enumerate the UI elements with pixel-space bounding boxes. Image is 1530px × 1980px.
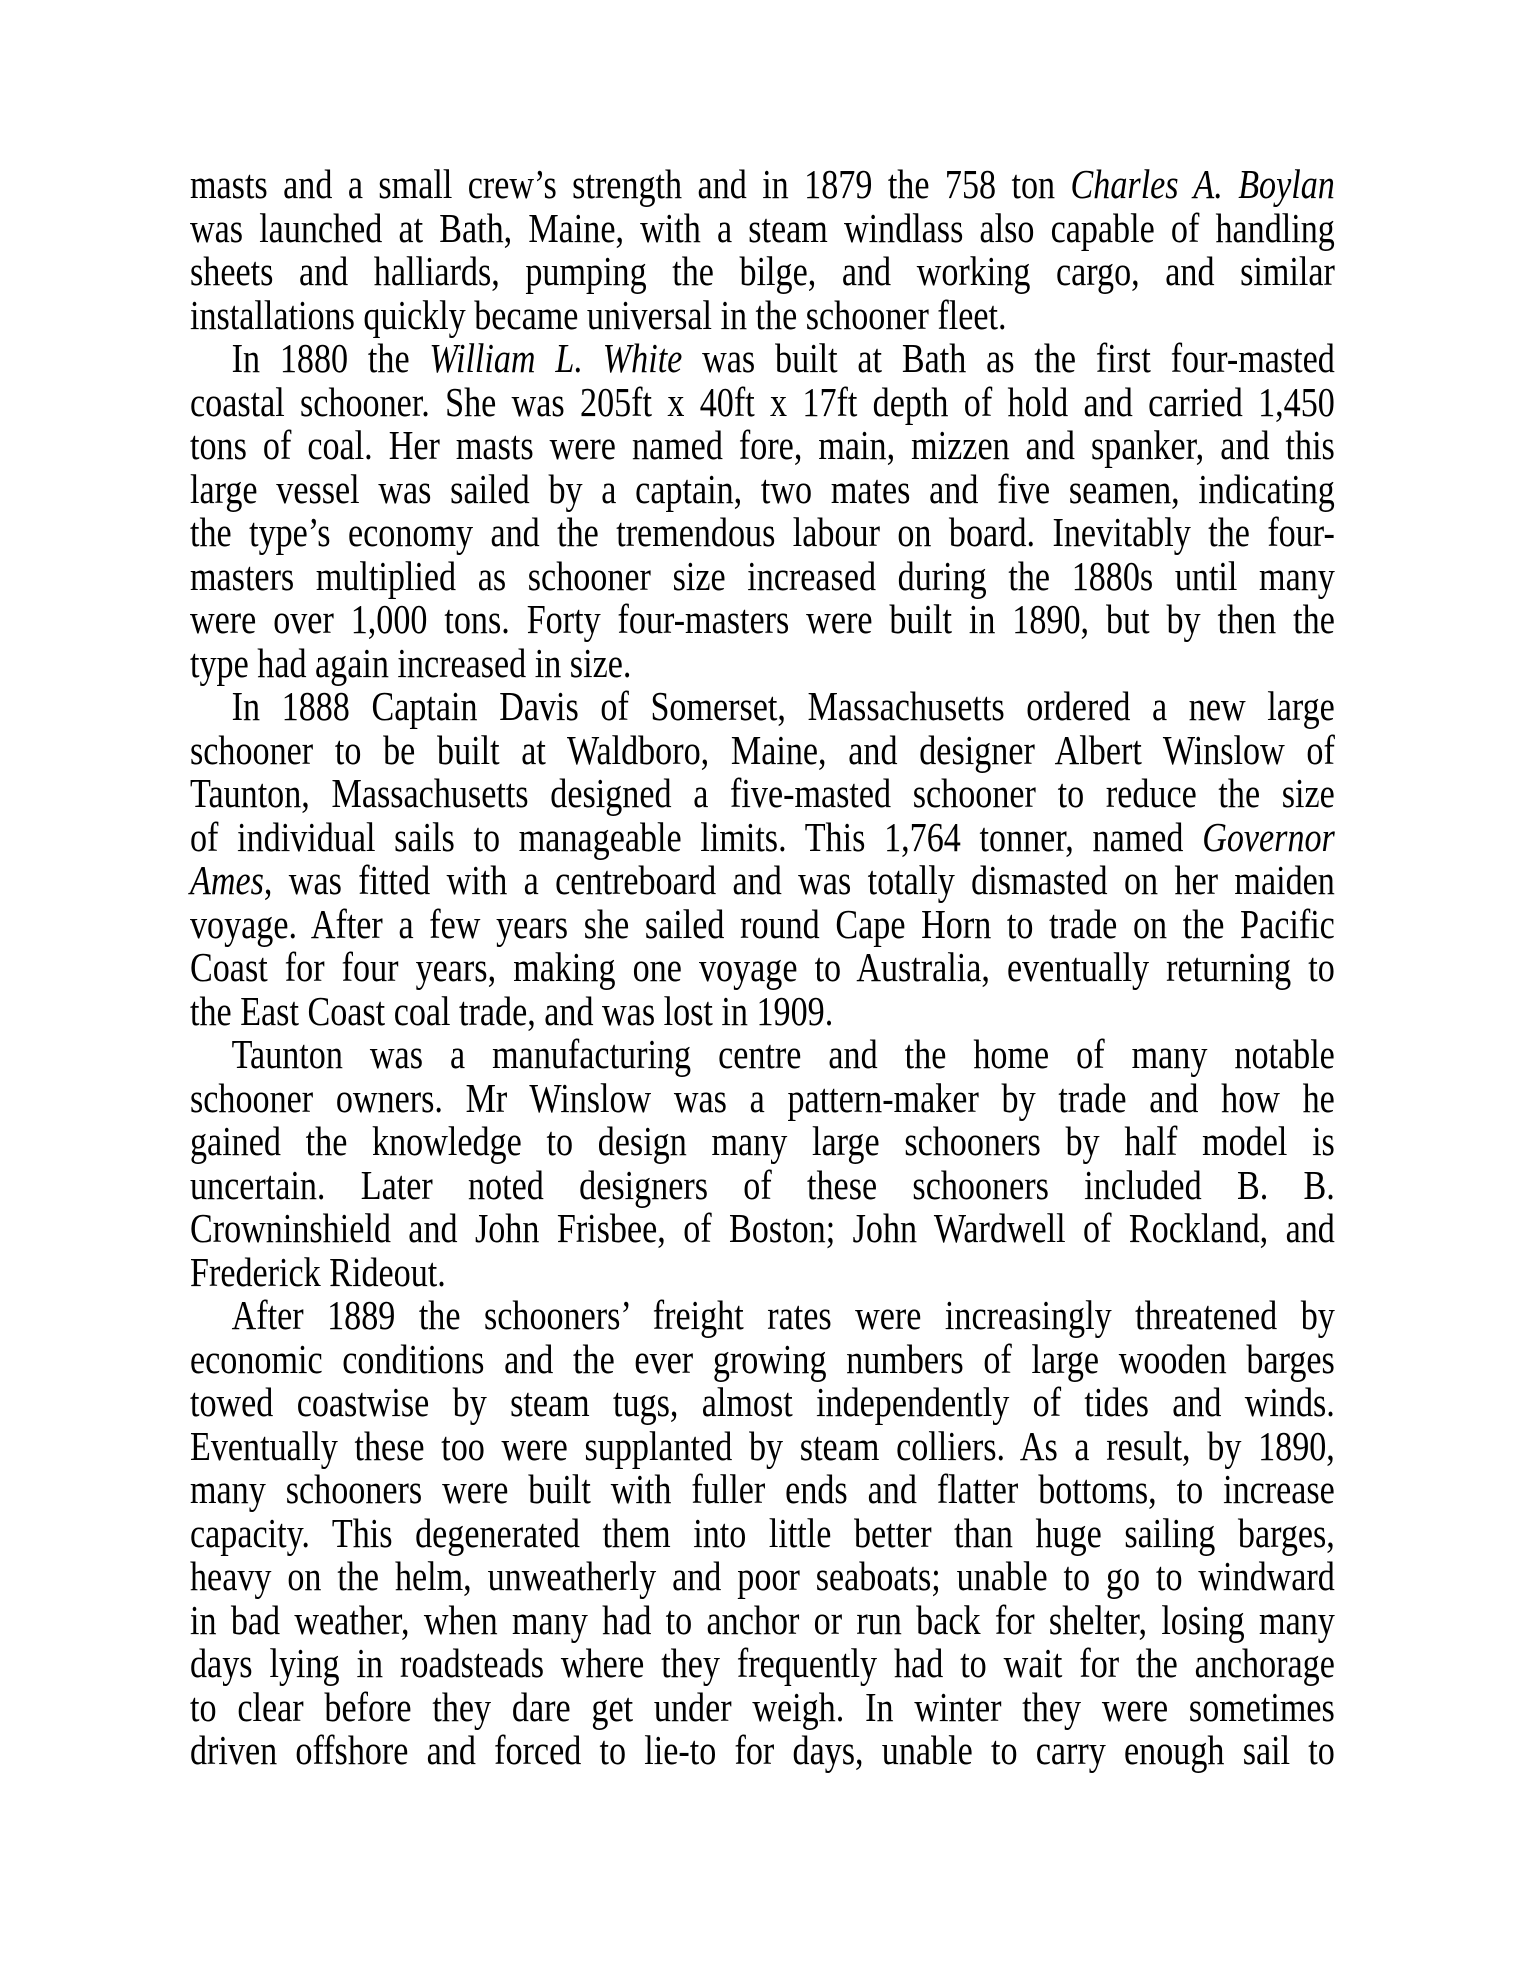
text-segment: schooner to be built at Waldboro, Maine, and designer Albert Winslow of — [190, 726, 1335, 773]
text-block — [190, 163, 1335, 1773]
text-line — [190, 1120, 1335, 1164]
text-segment: was launched at Bath, Maine, with a steam windlass also capable of handling — [190, 204, 1335, 251]
text-line — [190, 1033, 1335, 1077]
text-line — [190, 1596, 1335, 1643]
text-segment: schooner owners. Mr Winslow was a pattern-maker by trade and how he — [190, 1074, 1335, 1121]
paragraph — [190, 337, 1335, 685]
text-line — [190, 163, 1335, 207]
text-line — [190, 511, 1335, 555]
text-segment: to clear before they dare get under weigh. In winter they were sometimes — [190, 1683, 1335, 1730]
text-line — [190, 337, 1335, 381]
text-line — [190, 726, 1335, 773]
italic-text-segment: Ames — [190, 857, 264, 903]
text-segment: large vessel was sailed by a captain, two mates and five seamen, indicating — [190, 465, 1335, 512]
paragraph — [190, 685, 1335, 1033]
paragraph — [190, 1294, 1335, 1773]
text-segment: Taunton was a manufacturing centre and the home of many notable — [231, 1031, 1335, 1077]
text-line — [190, 465, 1335, 512]
text-line — [190, 1335, 1335, 1382]
text-line — [190, 552, 1335, 599]
text-segment: days lying in roadsteads where they frequently had to wait for the anchorage — [190, 1640, 1335, 1686]
text-segment: gained the knowledge to design many large schooners by half model is — [190, 1118, 1335, 1164]
text-line — [190, 859, 1335, 903]
text-segment: driven offshore and forced to lie-to for days, unable to carry enough sail to — [190, 1727, 1335, 1773]
text-line — [190, 813, 1335, 860]
text-segment: uncertain. Later noted designers of these schooners included B. B. — [190, 1161, 1335, 1208]
text-line — [190, 1161, 1335, 1208]
text-segment: Coast for four years, making one voyage to Australia, eventually returning to — [190, 944, 1335, 990]
text-line — [190, 772, 1335, 816]
text-line — [190, 1207, 1335, 1251]
text-segment: capacity. This degenerated them into little better than huge sailing barges, — [190, 1509, 1335, 1556]
text-segment: masts and a small crew’s strength and in 1879 the 758 ton — [190, 161, 1071, 207]
text-segment: many schooners were built with fuller ends and flatter bottoms, to increase — [190, 1466, 1335, 1512]
text-segment: In 1888 Captain Davis of Somerset, Massachusetts ordered a new large — [231, 683, 1335, 729]
text-segment: were over 1,000 tons. Forty four-masters were built in 1890, but by then the — [190, 596, 1335, 642]
text-segment: towed coastwise by steam tugs, almost independently of tides and winds. — [190, 1379, 1335, 1425]
text-segment: Taunton, Massachusetts designed a five-masted schooner to reduce the size — [190, 770, 1335, 816]
text-segment: Frederick Rideout. — [190, 1248, 446, 1295]
text-line — [190, 1729, 1335, 1773]
text-segment: economic conditions and the ever growing numbers of large wooden barges — [190, 1335, 1335, 1382]
text-line — [190, 639, 1335, 686]
text-line — [190, 250, 1335, 294]
text-segment: of individual sails to manageable limits. This 1,764 tonner, named — [190, 813, 1203, 860]
text-segment: coastal schooner. She was 205ft x 40ft x 17ft depth of hold and carried 1,450 — [190, 378, 1335, 425]
text-line — [190, 1294, 1335, 1338]
text-line — [190, 1509, 1335, 1556]
text-line — [190, 598, 1335, 642]
text-line — [190, 1642, 1335, 1686]
text-segment: , was fitted with a centreboard and was totally dismasted on her maiden — [263, 857, 1335, 903]
text-line — [190, 424, 1335, 468]
italic-text-segment: William L. White — [429, 335, 683, 381]
text-segment: tons of coal. Her masts were named fore, main, mizzen and spanker, and this — [190, 422, 1335, 468]
text-line — [190, 1422, 1335, 1469]
text-line — [190, 1074, 1335, 1121]
paragraph — [190, 1033, 1335, 1294]
text-line — [190, 946, 1335, 990]
text-segment: was built at Bath as the first four-masted — [682, 335, 1335, 381]
text-segment: Eventually these too were supplanted by steam colliers. As a result, by 1890, — [190, 1422, 1335, 1469]
text-line — [190, 1381, 1335, 1425]
text-segment: heavy on the helm, unweatherly and poor seaboats; unable to go to windward — [190, 1553, 1335, 1599]
text-segment: Crowninshield and John Frisbee, of Boston; John Wardwell of Rockland, and — [190, 1205, 1335, 1251]
italic-text-segment: Charles A. Boylan — [1070, 161, 1335, 207]
text-line — [190, 685, 1335, 729]
text-segment: sheets and halliards, pumping the bilge, and working cargo, and similar — [190, 248, 1335, 294]
text-segment: the East Coast coal trade, and was lost in 1909. — [190, 987, 834, 1034]
text-segment: In 1880 the — [231, 335, 430, 381]
text-line — [190, 1683, 1335, 1730]
text-line — [190, 987, 1335, 1034]
paragraph — [190, 163, 1335, 337]
text-segment: installations quickly became universal in the schooner fleet. — [190, 291, 1007, 338]
text-line — [190, 1248, 1335, 1295]
text-line — [190, 1555, 1335, 1599]
text-segment: masters multiplied as schooner size increased during the 1880s until many — [190, 552, 1335, 599]
italic-text-segment: Governor — [1202, 813, 1335, 860]
text-segment: in bad weather, when many had to anchor or run back for shelter, losing many — [190, 1596, 1335, 1643]
text-line — [190, 378, 1335, 425]
text-segment: type had again increased in size. — [190, 639, 632, 686]
text-line — [190, 204, 1335, 251]
text-segment: voyage. After a few years she sailed round Cape Horn to trade on the Pacific — [190, 900, 1335, 947]
text-line — [190, 291, 1335, 338]
text-segment: After 1889 the schooners’ freight rates were increasingly threatened by — [231, 1292, 1335, 1338]
text-segment: the type’s economy and the tremendous labour on board. Inevitably the four- — [190, 509, 1335, 555]
text-line — [190, 1468, 1335, 1512]
text-line — [190, 900, 1335, 947]
